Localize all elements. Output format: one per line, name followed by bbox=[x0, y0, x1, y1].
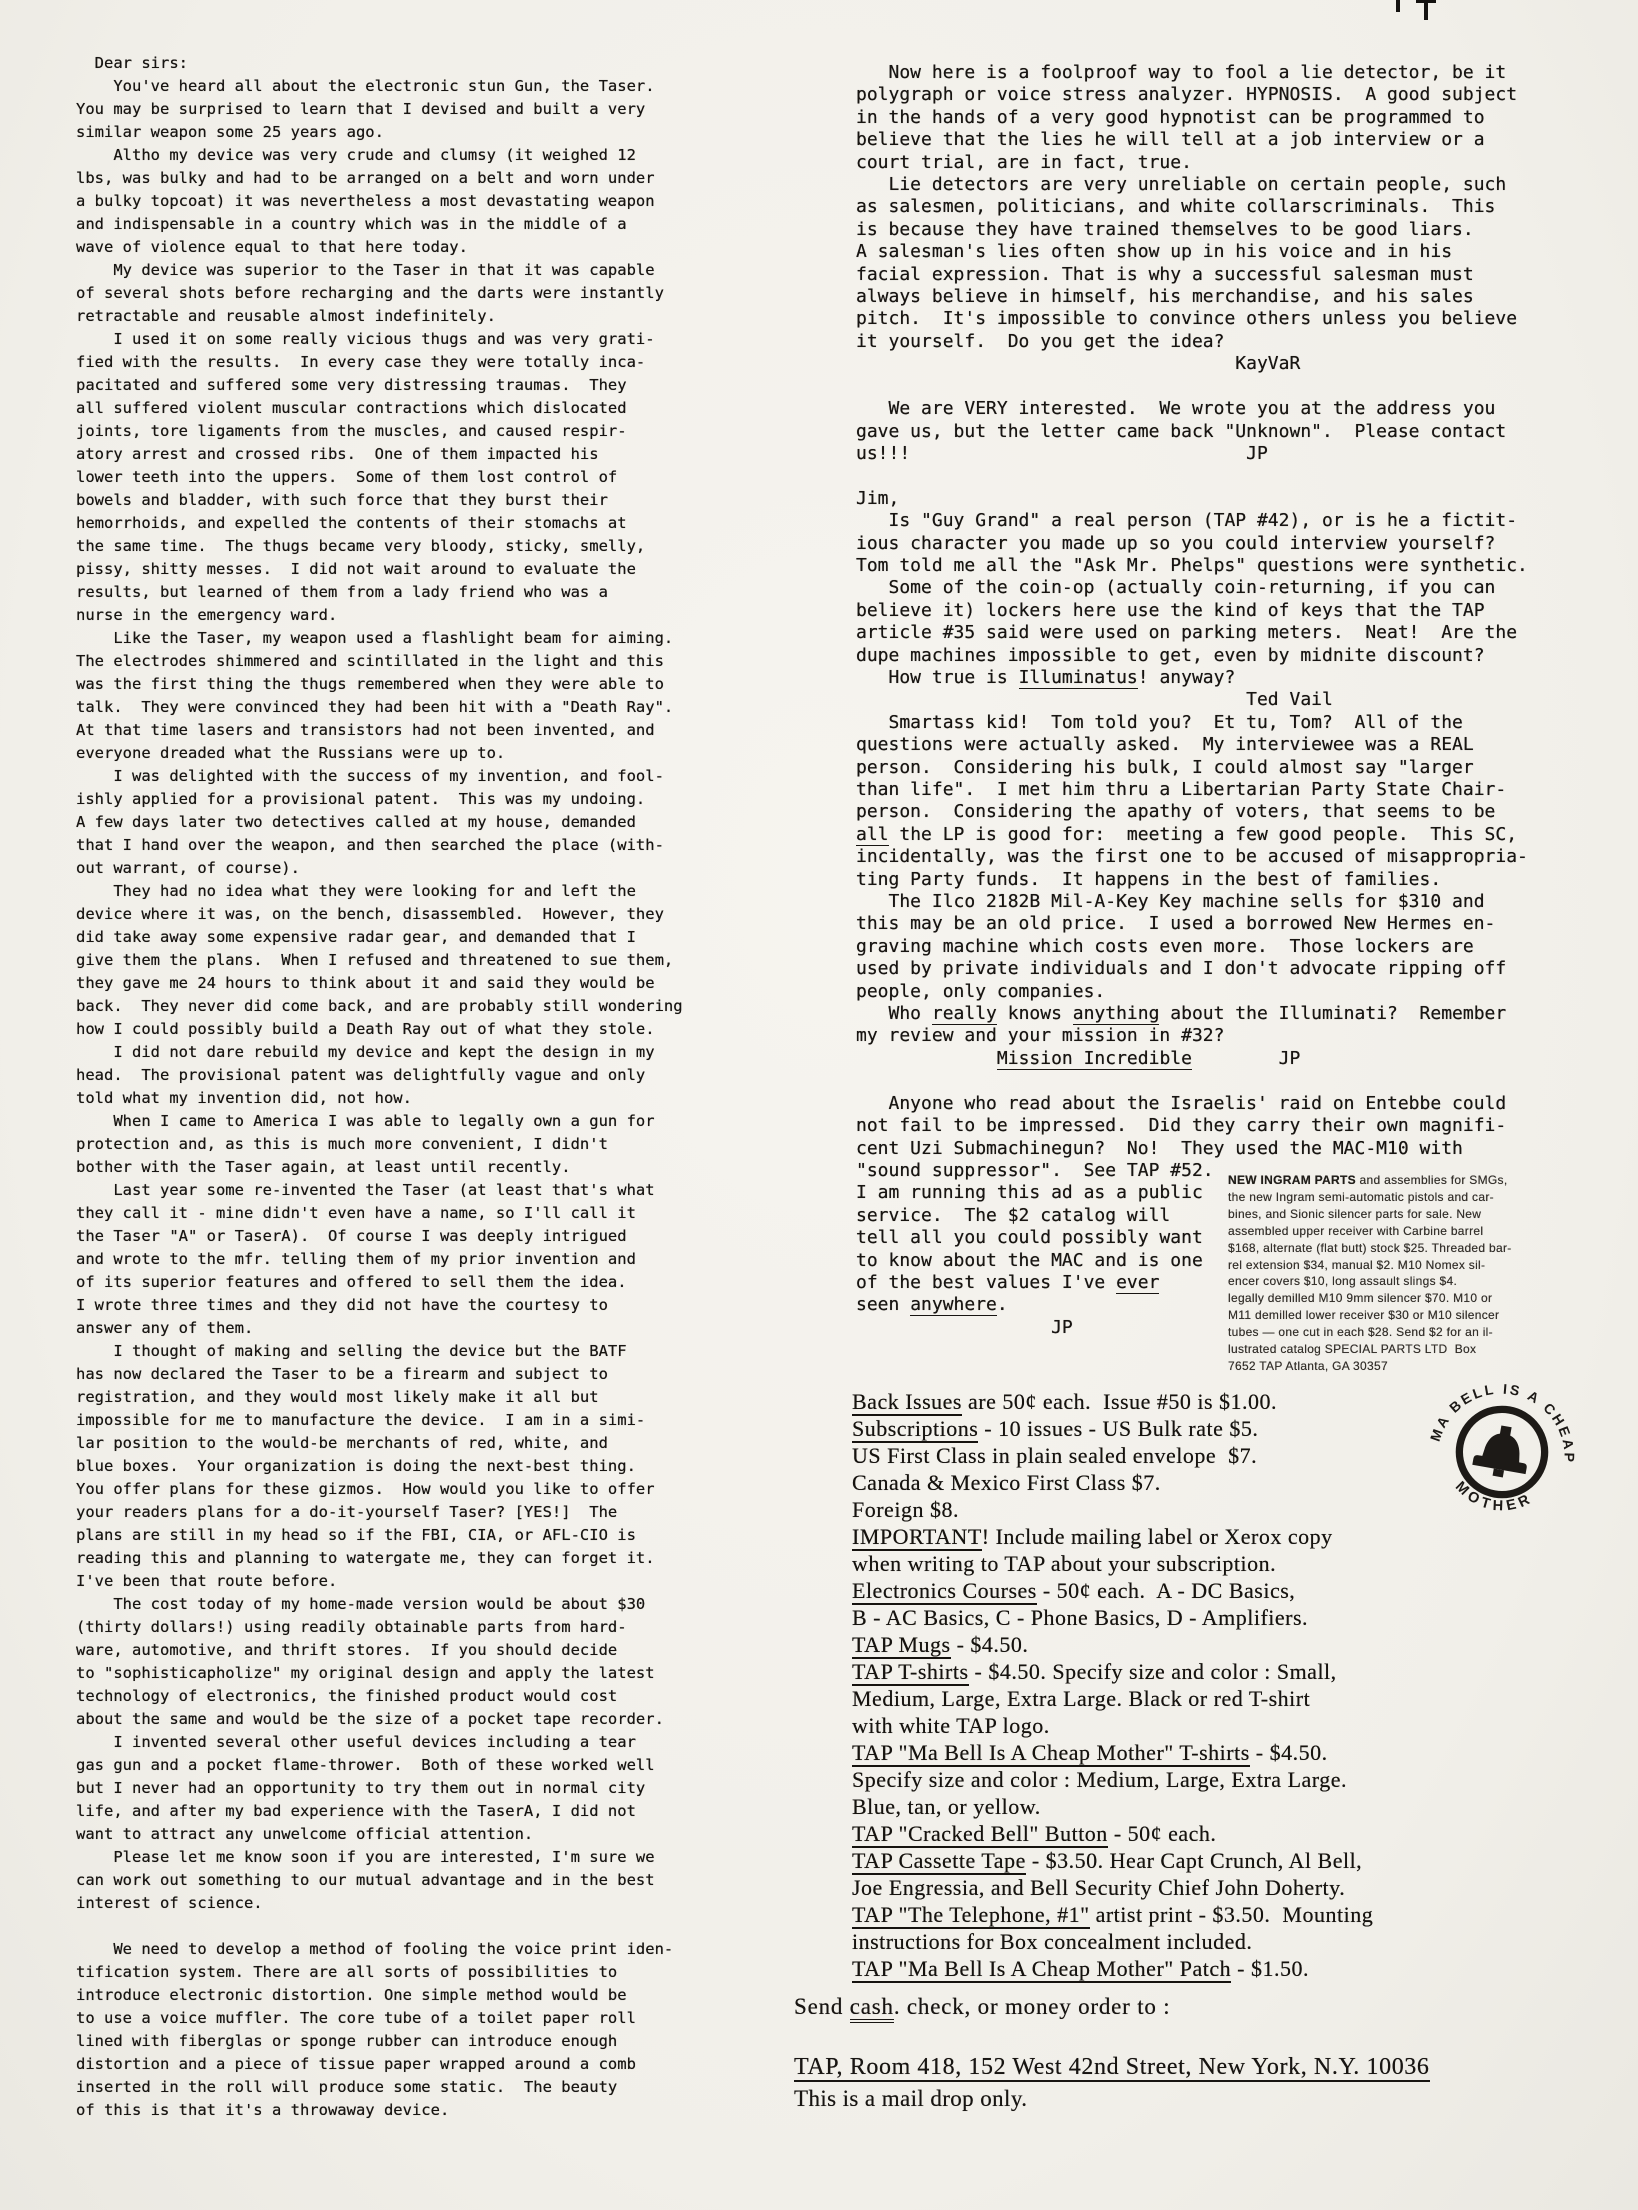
text-line: used by private individuals and I don't advocate ripping off bbox=[856, 958, 1507, 980]
text-line: person. Considering the apathy of voters, that seems to be bbox=[856, 801, 1496, 823]
text-line: believe it) lockers here use the kind of keys that the TAP bbox=[856, 599, 1485, 621]
text-line: seen anywhere. bbox=[856, 1294, 1008, 1316]
text-line: ishly applied for a provisional patent. This was my undoing. bbox=[76, 790, 646, 808]
text-line: Like the Taser, my weapon used a flashlight beam for aiming. bbox=[76, 629, 674, 647]
text-line: graving machine which costs even more. Those lockers are bbox=[856, 935, 1474, 957]
text-line: to know about the MAC and is one bbox=[856, 1249, 1203, 1271]
text-line: I've been that route before. bbox=[76, 1572, 338, 1590]
text-line: a bulky topcoat) it was nevertheless a most devastating weapon bbox=[76, 192, 655, 210]
text-line: protection and, as this is much more convenient, I didn't bbox=[76, 1135, 608, 1153]
bell-icon bbox=[1472, 1422, 1533, 1474]
text-line: Now here is a foolproof way to fool a lie detector, be it bbox=[856, 62, 1507, 83]
text-line: registration, and they would most likely make it all but bbox=[76, 1388, 599, 1406]
text-line: want to attract any unwelcome official attention. bbox=[76, 1825, 534, 1843]
text-line bbox=[856, 465, 1528, 487]
text-line: Dear sirs: bbox=[76, 54, 188, 72]
taser-letter-column bbox=[76, 52, 683, 2122]
text-line: service. The $2 catalog will bbox=[856, 1204, 1171, 1226]
text-line: of several shots before recharging and the darts were instantly bbox=[76, 284, 664, 302]
text-line: JP bbox=[856, 1316, 1073, 1338]
text-line: You may be surprised to learn that I devised and built a very bbox=[76, 100, 646, 118]
text-line: Some of the coin-op (actually coin-returning, if you can bbox=[856, 577, 1496, 599]
text-line: dupe machines impossible to get, even by midnite discount? bbox=[856, 644, 1485, 666]
text-line: You've heard all about the electronic stun Gun, the Taser. bbox=[76, 77, 655, 95]
text-line: rel extension $34, manual $2. M10 Nomex sil- bbox=[1228, 1257, 1486, 1272]
text-line: pacitated and suffered some very distressing traumas. They bbox=[76, 376, 627, 394]
text-line: Please let me know soon if you are interested, I'm sure we bbox=[76, 1848, 655, 1866]
text-line: questions were actually asked. My interviewee was a REAL bbox=[856, 734, 1474, 756]
text-line: device where it was, on the bench, disassembled. However, they bbox=[76, 905, 664, 923]
text-line: technology of electronics, the finished product would cost bbox=[76, 1687, 618, 1705]
text-line: my review and your mission in #32? bbox=[856, 1025, 1225, 1047]
text-line: TAP "The Telephone, #1" artist print - $3.50. Mounting bbox=[852, 1902, 1374, 1927]
text-line: gave us, but the letter came back "Unknown". Please contact bbox=[856, 420, 1507, 442]
text-line: cent Uzi Submachinegun? No! They used the MAC-M10 with bbox=[856, 1137, 1463, 1159]
text-line: TAP "Ma Bell Is A Cheap Mother" T-shirts - $4.50. bbox=[852, 1740, 1328, 1765]
corner-mark bbox=[1396, 0, 1400, 12]
text-line: The cost today of my home-made version would be about $30 bbox=[76, 1595, 646, 1613]
text-line: I did not dare rebuild my device and kept the design in my bbox=[76, 1043, 655, 1061]
text-line: Electronics Courses - 50¢ each. A - DC Basics, bbox=[852, 1578, 1296, 1603]
text-line: and wrote to the mfr. telling them of my prior invention and bbox=[76, 1250, 636, 1268]
text-line: tubes — one cut in each $28. Send $2 for an il- bbox=[1228, 1325, 1493, 1340]
text-line: How true is Illuminatus! anyway? bbox=[856, 666, 1236, 688]
text-line: I invented several other useful devices including a tear bbox=[76, 1733, 636, 1751]
text-line: fied with the results. In every case they were totally inca- bbox=[76, 353, 646, 371]
text-line: $168, alternate (flat butt) stock $25. Threaded bar- bbox=[1228, 1240, 1512, 1255]
text-line: Who really knows anything about the Illuminati? Remember bbox=[856, 1003, 1507, 1025]
text-line: The Ilco 2182B Mil-A-Key Key machine sells for $310 and bbox=[856, 891, 1485, 913]
text-line: to "sophisticapholize" my original design and apply the latest bbox=[76, 1664, 655, 1682]
letters-replies-column bbox=[856, 62, 1528, 1339]
text-line: pitch. It's impossible to convince others unless you believe bbox=[856, 308, 1518, 330]
text-line: not fail to be impressed. Did they carry their own magnifi- bbox=[856, 1115, 1507, 1137]
text-line: people, only companies. bbox=[856, 980, 1106, 1002]
text-line: your readers plans for a do-it-yourself Taser? [YES!] The bbox=[76, 1503, 618, 1521]
text-line: give them the plans. When I refused and threatened to sue them, bbox=[76, 951, 674, 969]
stamp-arc-top-text: MA BELL IS A CHEAP bbox=[1426, 1380, 1578, 1465]
text-line: bines, and Sionic silencer parts for sale. New bbox=[1228, 1206, 1482, 1221]
text-line: tell all you could possibly want bbox=[856, 1227, 1203, 1249]
text-line: and indispensable in a country which was in the middle of a bbox=[76, 215, 627, 233]
text-line: than life". I met him thru a Libertarian Party State Chair- bbox=[856, 779, 1507, 800]
text-line: Blue, tan, or yellow. bbox=[852, 1794, 1041, 1819]
text-line: results, but learned of them from a lady friend who was a bbox=[76, 583, 608, 601]
corner-mark bbox=[1424, 0, 1428, 20]
corner-mark bbox=[1416, 0, 1436, 3]
text-line: We are VERY interested. We wrote you at the address you bbox=[856, 398, 1496, 420]
text-line: Medium, Large, Extra Large. Black or red T-shirt bbox=[852, 1686, 1311, 1711]
text-line: US First Class in plain sealed envelope $7. bbox=[852, 1443, 1258, 1468]
text-line: plans are still in my head so if the FBI, CIA, or AFL-CIO is bbox=[76, 1526, 636, 1544]
text-line: Tom told me all the "Ask Mr. Phelps" questions were synthetic. bbox=[856, 554, 1528, 576]
ma-bell-stamp bbox=[1424, 1374, 1580, 1530]
text-line: (thirty dollars!) using readily obtainable parts from hard- bbox=[76, 1618, 627, 1636]
text-line: instructions for Box concealment included. bbox=[852, 1929, 1253, 1954]
text-line: polygraph or voice stress analyzer. HYPNOSIS. A good subject bbox=[856, 84, 1518, 106]
text-line: introduce electronic distortion. One simple method would be bbox=[76, 1986, 627, 2004]
text-line: but I never had an opportunity to try them out in normal city bbox=[76, 1779, 646, 1797]
text-line: Back Issues are 50¢ each. Issue #50 is $1.00. bbox=[852, 1389, 1278, 1414]
text-line: as salesmen, politicians, and white collarscriminals. This bbox=[856, 196, 1496, 218]
text-line: back. They never did come back, and are probably still wondering bbox=[76, 997, 683, 1015]
text-line: how I could possibly build a Death Ray out of what they stole. bbox=[76, 1020, 655, 1038]
mailing-address-line: TAP, Room 418, 152 West 42nd Street, New York, N.Y. 10036 bbox=[794, 2054, 1430, 2080]
text-line: Joe Engressia, and Bell Security Chief John Doherty. bbox=[852, 1875, 1346, 1900]
text-line: We need to develop a method of fooling the voice print iden- bbox=[76, 1940, 674, 1958]
text-line: Smartass kid! Tom told you? Et tu, Tom? All of the bbox=[856, 711, 1463, 733]
text-line: lbs, was bulky and had to be arranged on a belt and worn under bbox=[76, 169, 655, 187]
text-line: has now declared the Taser to be a firearm and subject to bbox=[76, 1365, 608, 1383]
text-line: legally demilled M10 9mm silencer $70. M10 or bbox=[1228, 1291, 1493, 1306]
text-line: Lie detectors are very unreliable on certain people, such bbox=[856, 174, 1507, 196]
text-line: M11 demilled lower receiver $30 or M10 silencer bbox=[1228, 1308, 1500, 1323]
text-line: ware, automotive, and thrift stores. If you should decide bbox=[76, 1641, 618, 1659]
text-line: court trial, are in fact, true. bbox=[856, 151, 1192, 173]
text-line: they call it - mine didn't even have a name, so I'll call it bbox=[76, 1204, 636, 1222]
text-line: is because they have trained themselves to be good liars. bbox=[856, 218, 1474, 240]
text-line: nurse in the emergency ward. bbox=[76, 606, 338, 624]
text-line: gas gun and a pocket flame-thrower. Both of these worked well bbox=[76, 1756, 655, 1774]
text-line: B - AC Basics, C - Phone Basics, D - Amplifiers. bbox=[852, 1605, 1309, 1630]
text-line: answer any of them. bbox=[76, 1319, 254, 1337]
text-line: interest of science. bbox=[76, 1894, 263, 1912]
text-line: I wrote three times and they did not have the courtesy to bbox=[76, 1296, 608, 1314]
price-list bbox=[852, 1388, 1373, 1982]
text-line: encer covers $10, long assault slings $4. bbox=[1228, 1274, 1458, 1289]
text-line: atory arrest and crossed ribs. One of them impacted his bbox=[76, 445, 599, 463]
text-line: lustrated catalog SPECIAL PARTS LTD Box bbox=[1228, 1342, 1477, 1357]
text-line: always believe in himself, his merchandise, and his sales bbox=[856, 286, 1474, 308]
text-line: incidentally, was the first one to be accused of misappropria- bbox=[856, 846, 1528, 868]
text-line: it yourself. Do you get the idea? bbox=[856, 330, 1225, 352]
text-line: lower teeth into the uppers. Some of them lost control of bbox=[76, 468, 618, 486]
text-line: Subscriptions - 10 issues - US Bulk rate $5. bbox=[852, 1416, 1259, 1441]
text-line: joints, tore ligaments from the muscles, and caused respir- bbox=[76, 422, 627, 440]
text-line: ting Party funds. It happens in the best of families. bbox=[856, 868, 1442, 890]
text-line: head. The provisional patent was delightfully vague and only bbox=[76, 1066, 646, 1084]
text-line bbox=[76, 1915, 683, 1938]
text-line: I am running this ad as a public bbox=[856, 1182, 1203, 1204]
text-line: A few days later two detectives called at my house, demanded bbox=[76, 813, 636, 831]
text-line: all the LP is good for: meeting a few good people. This SC, bbox=[856, 823, 1518, 845]
text-line: TAP Cassette Tape - $3.50. Hear Capt Crunch, Al Bell, bbox=[852, 1848, 1363, 1873]
text-line: was the first thing the thugs remembered when they were able to bbox=[76, 675, 664, 693]
text-line: facial expression. That is why a successful salesman must bbox=[856, 263, 1474, 285]
text-line: told what my invention did, not how. bbox=[76, 1089, 412, 1107]
text-line: when writing to TAP about your subscription. bbox=[852, 1551, 1277, 1576]
text-line: IMPORTANT! Include mailing label or Xerox copy bbox=[852, 1524, 1333, 1549]
text-line: Mission Incredible JP bbox=[996, 1047, 1301, 1069]
text-line: The electrodes shimmered and scintillated in the light and this bbox=[76, 652, 664, 670]
text-line: pissy, shitty messes. I did not wait around to evaluate the bbox=[76, 560, 636, 578]
text-line: They had no idea what they were looking for and left the bbox=[76, 882, 636, 900]
text-line bbox=[856, 1070, 1528, 1092]
text-line: this may be an old price. I used a borrowed New Hermes en- bbox=[856, 913, 1496, 935]
text-line: they gave me 24 hours to think about it and said they would be bbox=[76, 974, 655, 992]
text-line: the Taser "A" or TaserA). Of course I was deeply intrigued bbox=[76, 1227, 627, 1245]
text-line: bother with the Taser again, at least until recently. bbox=[76, 1158, 571, 1176]
text-line: TAP "Cracked Bell" Button - 50¢ each. bbox=[852, 1821, 1217, 1846]
text-line: KayVaR bbox=[856, 353, 1301, 375]
text-line bbox=[856, 376, 1528, 398]
text-line: life, and after my bad experience with the TaserA, I did not bbox=[76, 1802, 636, 1820]
text-line: lined with fiberglas or sponge rubber can introduce enough bbox=[76, 2032, 618, 2050]
text-line: out warrant, of course). bbox=[76, 859, 300, 877]
text-line: TAP T-shirts - $4.50. Specify size and color : Small, bbox=[852, 1659, 1337, 1684]
text-line: Is "Guy Grand" a real person (TAP #42), or is he a fictit- bbox=[856, 510, 1518, 532]
text-line: tification system. There are all sorts of possibilities to bbox=[76, 1963, 618, 1981]
text-line: You offer plans for these gizmos. How would you like to offer bbox=[76, 1480, 655, 1498]
text-line: in the hands of a very good hypnotist can be programmed to bbox=[856, 106, 1485, 128]
text-line: lar position to the would-be merchants of red, white, and bbox=[76, 1434, 608, 1452]
mail-drop-note: This is a mail drop only. bbox=[794, 2086, 1028, 2111]
text-line: of the best values I've ever bbox=[856, 1271, 1160, 1293]
text-line: At that time lasers and transistors had not been invented, and bbox=[76, 721, 655, 739]
text-line: the new Ingram semi-automatic pistols and car- bbox=[1228, 1189, 1494, 1204]
text-line: Altho my device was very crude and clumsy (it weighed 12 bbox=[76, 146, 636, 164]
text-line: similar weapon some 25 years ago. bbox=[76, 123, 384, 141]
text-line: the same time. The thugs became very bloody, sticky, smelly, bbox=[76, 537, 646, 555]
text-line: person. Considering his bulk, I could almost say "larger bbox=[856, 756, 1474, 778]
text-line: believe that the lies he will tell at a job interview or a bbox=[856, 129, 1485, 151]
text-line: Specify size and color : Medium, Large, Extra Large. bbox=[852, 1767, 1347, 1792]
text-line: wave of violence equal to that here today. bbox=[76, 238, 468, 256]
text-line: Ted Vail bbox=[856, 689, 1333, 711]
text-line: NEW INGRAM PARTS and assemblies for SMGs, bbox=[1228, 1173, 1508, 1187]
text-line: Canada & Mexico First Class $7. bbox=[852, 1470, 1161, 1495]
text-line: I thought of making and selling the device but the BATF bbox=[76, 1342, 627, 1360]
text-line: TAP Mugs - $4.50. bbox=[852, 1632, 1029, 1657]
text-line: When I came to America I was able to legally own a gun for bbox=[76, 1112, 655, 1130]
text-line: reading this and planning to watergate me, they can forget it. bbox=[76, 1549, 655, 1567]
text-line: us!!! JP bbox=[856, 442, 1268, 464]
text-line: of this is that it's a throwaway device. bbox=[76, 2101, 450, 2119]
text-line: I was delighted with the success of my invention, and fool- bbox=[76, 767, 664, 785]
text-line: assembled upper receiver with Carbine barrel bbox=[1228, 1223, 1484, 1238]
text-line: did take away some expensive radar gear, and demanded that I bbox=[76, 928, 636, 946]
text-line: I used it on some really vicious thugs and was very grati- bbox=[76, 330, 655, 348]
text-line: bowels and bladder, with such force that they burst their bbox=[76, 491, 608, 509]
text-line: to use a voice muffler. The core tube of a toilet paper roll bbox=[76, 2009, 636, 2027]
text-line: with white TAP logo. bbox=[852, 1713, 1050, 1738]
text-line: can work out something to our mutual advantage and in the best bbox=[76, 1871, 655, 1889]
text-line: impossible for me to manufacture the device. I am in a simi- bbox=[76, 1411, 646, 1429]
text-line: everyone dreaded what the Russians were up to. bbox=[76, 744, 506, 762]
text-line: Last year some re-invented the Taser (at least that's what bbox=[76, 1181, 655, 1199]
text-line: inserted in the roll will produce some static. The beauty bbox=[76, 2078, 618, 2096]
text-line: blue boxes. Your organization is doing the next-best thing. bbox=[76, 1457, 636, 1475]
ingram-parts-classified-ad bbox=[1228, 1172, 1576, 1375]
text-line: hemorrhoids, and expelled the contents of their stomachs at bbox=[76, 514, 627, 532]
text-line: talk. They were convinced they had been hit with a "Death Ray". bbox=[76, 698, 674, 716]
text-line: distortion and a piece of tissue paper wrapped around a comb bbox=[76, 2055, 636, 2073]
order-instruction-line: Send cash. check, or money order to : bbox=[794, 1994, 1170, 2020]
text-line: all suffered violent muscular contractions which dislocated bbox=[76, 399, 627, 417]
text-line: "sound suppressor". See TAP #52. bbox=[856, 1159, 1214, 1181]
text-line: Anyone who read about the Israelis' raid on Entebbe could bbox=[856, 1092, 1507, 1114]
text-line: article #35 said were used on parking meters. Neat! Are the bbox=[856, 622, 1518, 644]
text-line: that I hand over the weapon, and then searched the place (with- bbox=[76, 836, 664, 854]
text-line: about the same and would be the size of a pocket tape recorder. bbox=[76, 1710, 664, 1728]
text-line: of its superior features and offered to sell them the idea. bbox=[76, 1273, 627, 1291]
text-line: Jim, bbox=[856, 487, 900, 509]
text-line: 7652 TAP Atlanta, GA 30357 bbox=[1228, 1358, 1388, 1373]
text-line: My device was superior to the Taser in that it was capable bbox=[76, 261, 655, 279]
text-line: Foreign $8. bbox=[852, 1497, 959, 1522]
text-line: retractable and reusable almost indefinitely. bbox=[76, 307, 496, 325]
text-line: TAP "Ma Bell Is A Cheap Mother" Patch - $1.50. bbox=[852, 1956, 1309, 1981]
text-line: ious character you made up so you could interview yourself? bbox=[856, 532, 1496, 554]
stamp-arc-bottom-text: MOTHER bbox=[1451, 1478, 1537, 1515]
text-line: A salesman's lies often show up in his voice and in his bbox=[856, 241, 1453, 263]
